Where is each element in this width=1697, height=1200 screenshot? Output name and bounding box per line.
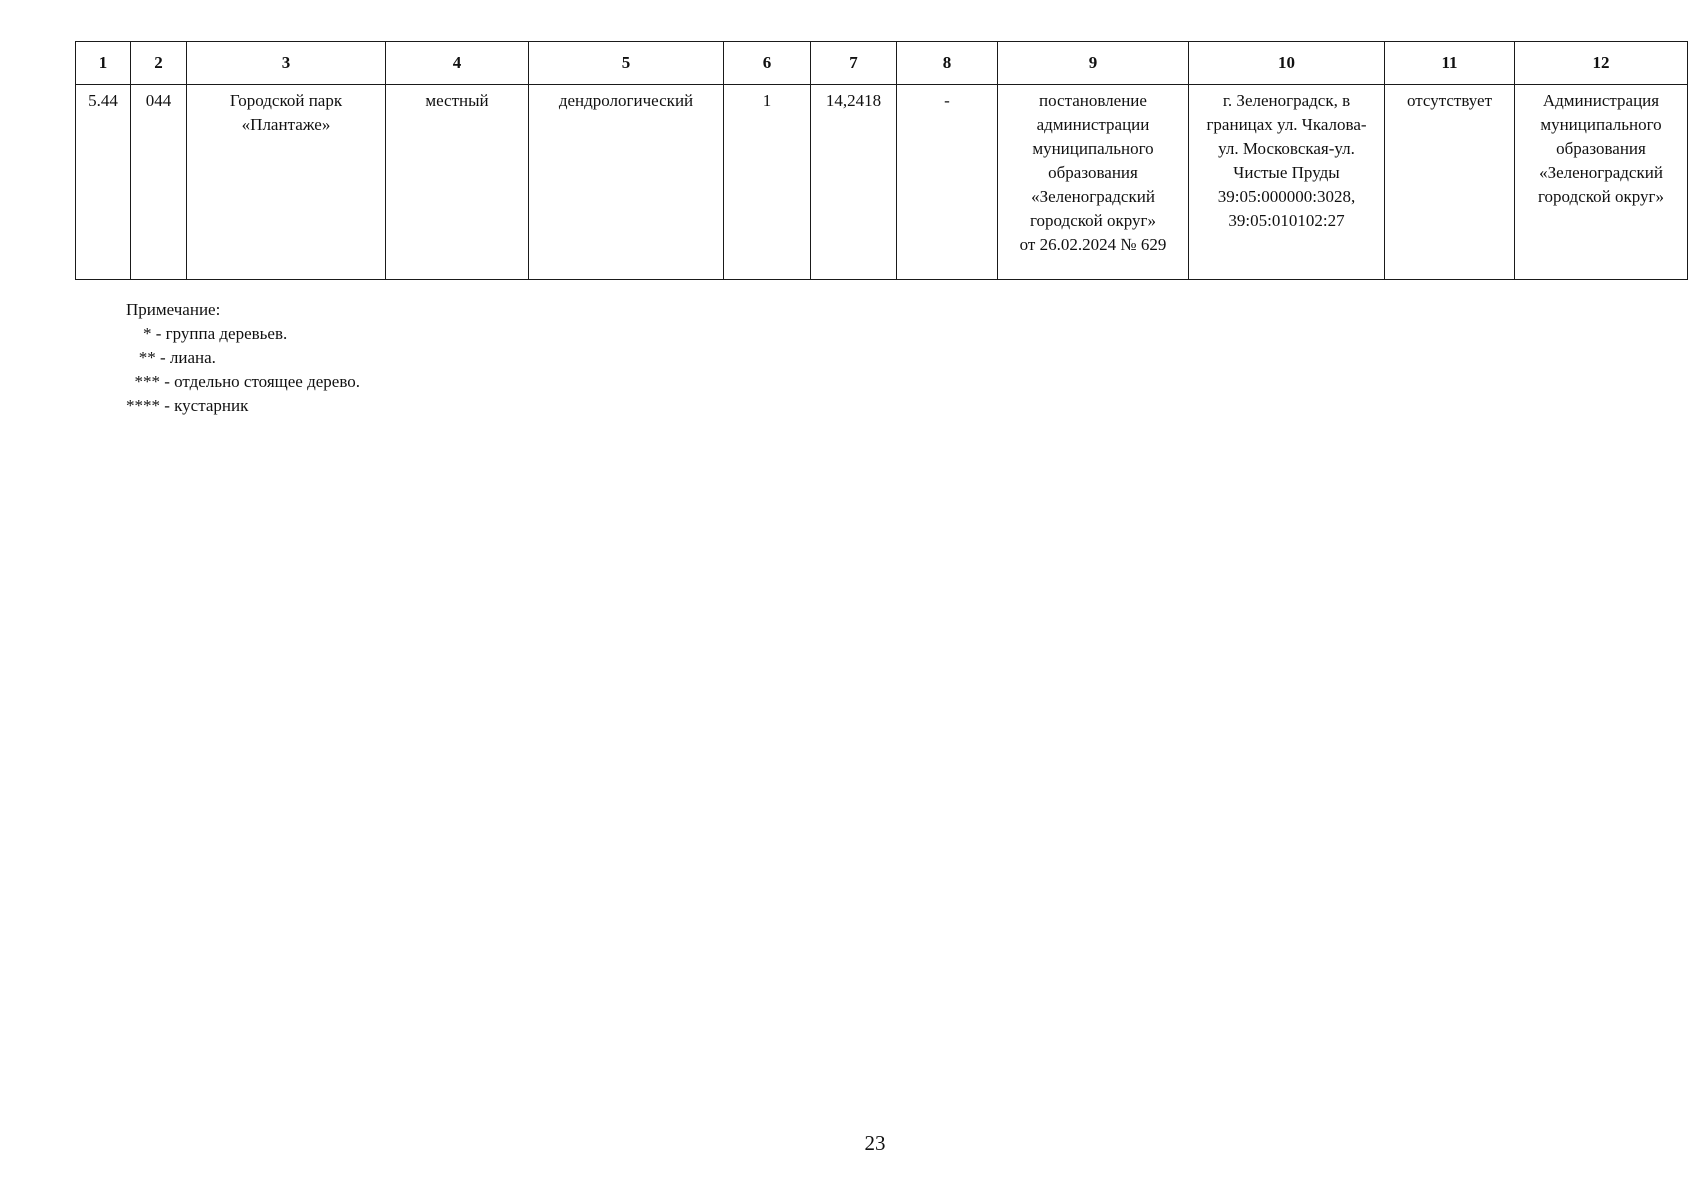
column-header: 4 [386, 42, 529, 85]
cell-line: администрации [1036, 115, 1150, 134]
cell-line: «Зеленоградский [1539, 163, 1663, 182]
column-header: 7 [811, 42, 897, 85]
cell-line: 14,2418 [825, 91, 882, 110]
cell-line: муниципального [1540, 115, 1662, 134]
column-header: 8 [897, 42, 998, 85]
page-number: 23 [864, 1131, 886, 1155]
cell-line: 39:05:010102:27 [1228, 211, 1345, 230]
cell-presence [1385, 85, 1515, 280]
cell-line: Администрация [1542, 91, 1660, 110]
cell-line: дендрологический [558, 91, 694, 110]
column-header: 9 [998, 42, 1189, 85]
cell-authority [1515, 85, 1688, 280]
cell-line: городской округ» [1029, 211, 1156, 230]
cell-line: отсутствует [1406, 91, 1493, 110]
cell-significance [386, 85, 529, 280]
note-line: * - группа деревьев. [126, 324, 288, 343]
table-header-row [76, 42, 1688, 85]
column-header: 1 [76, 42, 131, 85]
notes-block [126, 298, 360, 418]
cell-line: - [944, 91, 950, 110]
cell-line: г. Зеленоградск, в [1222, 91, 1351, 110]
cell-number [76, 85, 131, 280]
cell-profile [529, 85, 724, 280]
cell-count [724, 85, 811, 280]
column-header: 11 [1385, 42, 1515, 85]
cell-dash [897, 85, 998, 280]
cell-line: образования [1048, 163, 1138, 182]
cell-line: городской округ» [1537, 187, 1664, 206]
cell-line: границах ул. Чкалова- [1206, 115, 1367, 134]
cell-line: Чистые Пруды [1233, 163, 1340, 182]
column-header: 3 [187, 42, 386, 85]
cell-line: образования [1556, 139, 1646, 158]
cell-line: муниципального [1032, 139, 1154, 158]
column-header: 2 [131, 42, 187, 85]
cell-line: 39:05:000000:3028, [1217, 187, 1356, 206]
column-header: 12 [1515, 42, 1688, 85]
column-header: 10 [1189, 42, 1385, 85]
cell-name [187, 85, 386, 280]
note-line: ** - лиана. [126, 348, 216, 367]
cell-code [131, 85, 187, 280]
cell-location [1189, 85, 1385, 280]
cell-line: Городской парк [229, 91, 343, 110]
cell-line: ул. Московская-ул. [1218, 139, 1355, 158]
cell-line: 5.44 [88, 91, 118, 110]
cell-line: от 26.02.2024 № 629 [1019, 235, 1167, 254]
note-line: **** - кустарник [126, 396, 249, 415]
protected-areas-table [75, 41, 1688, 280]
note-line: *** - отдельно стоящее дерево. [126, 372, 360, 391]
notes-title: Примечание: [126, 300, 221, 319]
column-header: 5 [529, 42, 724, 85]
cell-area [811, 85, 897, 280]
cell-line: 1 [762, 91, 772, 110]
cell-resolution [998, 85, 1189, 280]
cell-line: 044 [145, 91, 172, 110]
cell-line: постановление [1039, 91, 1147, 110]
cell-line: местный [425, 91, 489, 110]
column-header: 6 [724, 42, 811, 85]
cell-line: «Зеленоградский [1031, 187, 1155, 206]
cell-line: «Плантаже» [241, 115, 331, 134]
table-row [76, 85, 1688, 280]
